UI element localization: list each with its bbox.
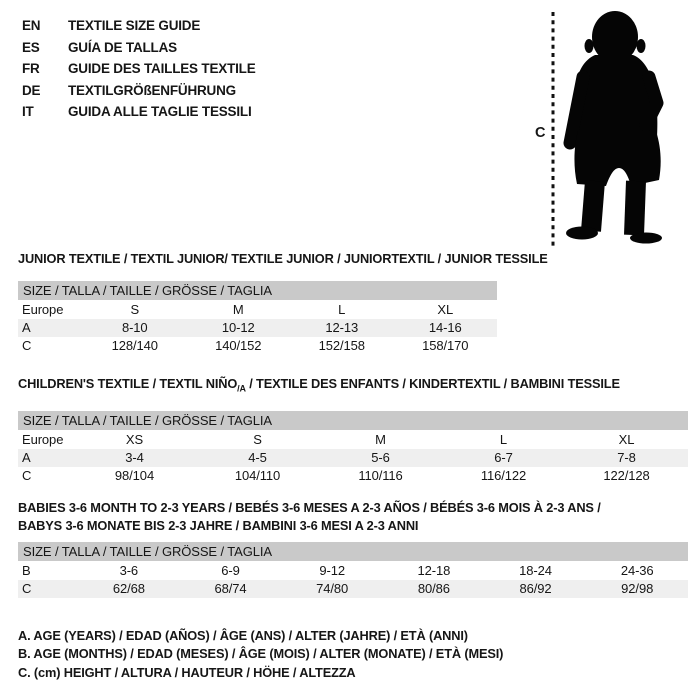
row-label: Europe	[22, 431, 64, 447]
table-cell: 68/74	[214, 581, 247, 596]
table-cell: 5-6	[371, 449, 390, 465]
table-cell: 92/98	[621, 581, 654, 596]
table-cell: 9-12	[319, 563, 345, 578]
table-cell: 12-13	[325, 320, 359, 335]
children-section	[18, 377, 688, 485]
table-cell: 3-4	[125, 449, 144, 465]
table-cell: 104/110	[234, 467, 281, 483]
toddler-silhouette-graphic	[525, 5, 677, 251]
junior-table	[18, 281, 497, 355]
table-cell: XL	[437, 302, 454, 317]
guide-title-es: GUÍA DE TALLAS	[68, 39, 177, 55]
legend	[18, 627, 503, 682]
language-row	[22, 101, 256, 123]
row-label: B	[22, 563, 31, 578]
junior-section	[18, 252, 548, 355]
babies-table	[18, 542, 688, 598]
table-cell: L	[499, 431, 508, 447]
table-row-europe	[18, 301, 497, 319]
guide-title-en: TEXTILE SIZE GUIDE	[68, 18, 201, 34]
row-label: C	[22, 467, 32, 483]
table-cell: M	[232, 302, 244, 317]
table-cell: XL	[618, 431, 635, 447]
guide-title-fr: GUIDE DES TAILLES TEXTILE	[68, 61, 256, 77]
size-header-bar: SIZE / TALLA / TAILLE / GRÖSSE / TAGLIA	[18, 281, 497, 300]
table-cell: 74/80	[316, 581, 349, 596]
table-cell: 86/92	[519, 581, 552, 596]
table-row-age-months	[18, 562, 688, 580]
children-title-text: / TEXTILE DES ENFANTS / KINDERTEXTIL / BAMBINI TESSILE	[245, 376, 620, 391]
language-list	[22, 15, 256, 123]
table-cell: 12-18	[417, 563, 451, 578]
table-cell: 7-8	[617, 449, 636, 465]
babies-title	[18, 499, 688, 535]
toddler-silhouette	[566, 11, 662, 244]
table-cell: 158/170	[422, 338, 469, 353]
row-label: A	[22, 320, 31, 335]
table-cell: M	[375, 431, 386, 447]
table-row-height	[18, 467, 688, 485]
table-cell: 116/122	[480, 467, 527, 483]
table-row-age	[18, 319, 497, 337]
table-cell: 128/140	[111, 338, 158, 353]
table-cell: 6-9	[221, 563, 240, 578]
language-code: ES	[22, 39, 40, 55]
table-cell: S	[253, 431, 262, 447]
table-cell: 122/128	[603, 467, 650, 483]
table-cell: L	[338, 302, 346, 317]
table-cell: 14-16	[428, 320, 462, 335]
table-cell: 80/86	[417, 581, 450, 596]
children-title-sub: /A	[237, 383, 246, 394]
children-title-text: CHILDREN'S TEXTILE / TEXTIL NIÑO	[18, 376, 238, 391]
children-title	[18, 377, 688, 396]
table-cell: 98/104	[114, 467, 155, 483]
table-cell: 62/68	[112, 581, 145, 596]
legend-line-c: C. (cm) HEIGHT / ALTURA / HAUTEUR / HÖHE / ALTEZZA	[18, 664, 356, 680]
babies-title-line2: BABYS 3-6 MONATE BIS 2-3 JAHRE / BAMBINI 3-6 MESI A 2-3 ANNI	[18, 518, 419, 533]
table-cell: 110/116	[358, 467, 403, 483]
size-header-bar: SIZE / TALLA / TAILLE / GRÖSSE / TAGLIA	[18, 542, 688, 561]
table-row-europe	[18, 431, 688, 449]
table-cell: S	[130, 302, 140, 317]
table-cell: 4-5	[248, 449, 267, 465]
table-cell: 8-10	[121, 320, 148, 335]
table-cell: XS	[125, 431, 144, 447]
height-measure-label: C	[535, 125, 546, 141]
table-cell: 152/158	[318, 338, 365, 353]
row-label: C	[22, 581, 32, 596]
table-cell: 3-6	[119, 563, 139, 578]
table-row-height	[18, 580, 688, 598]
language-code: EN	[22, 18, 41, 34]
language-code: DE	[22, 82, 41, 98]
size-header-bar: SIZE / TALLA / TAILLE / GRÖSSE / TAGLIA	[18, 411, 688, 430]
language-row	[22, 80, 256, 102]
legend-line-a: A. AGE (YEARS) / EDAD (AÑOS) / ÂGE (ANS) / ALTER (JAHRE) / ETÀ (ANNI)	[18, 628, 468, 643]
language-row	[22, 15, 256, 37]
babies-section	[18, 499, 688, 598]
row-label: Europe	[22, 302, 64, 317]
guide-title-de: TEXTILGRÖßENFÜHRUNG	[68, 82, 236, 98]
language-code: FR	[22, 61, 40, 77]
child-figure	[525, 5, 677, 251]
row-label: A	[22, 449, 31, 465]
babies-title-line1: BABIES 3-6 MONTH TO 2-3 YEARS / BEBÉS 3-6 MESES A 2-3 AÑOS / BÉBÉS 3-6 MOIS À 2-3 ANS /	[18, 500, 601, 515]
language-row	[22, 58, 256, 80]
table-row-height	[18, 337, 497, 355]
row-label: C	[22, 338, 32, 353]
junior-title: JUNIOR TEXTILE / TEXTIL JUNIOR/ TEXTILE JUNIOR / JUNIORTEXTIL / JUNIOR TESSILE	[18, 251, 548, 266]
table-cell: 140/152	[215, 338, 262, 353]
children-table	[18, 411, 688, 485]
language-code: IT	[22, 104, 34, 120]
table-cell: 18-24	[519, 563, 552, 578]
table-cell: 6-7	[494, 449, 513, 465]
table-cell: 10-12	[221, 320, 255, 335]
table-row-age	[18, 449, 688, 467]
table-cell: 24-36	[620, 563, 654, 578]
legend-line-b: B. AGE (MONTHS) / EDAD (MESES) / ÂGE (MOIS) / ALTER (MONATE) / ETÀ (MESI)	[18, 646, 504, 662]
guide-title-it: GUIDA ALLE TAGLIE TESSILI	[68, 104, 252, 120]
language-row	[22, 37, 256, 59]
